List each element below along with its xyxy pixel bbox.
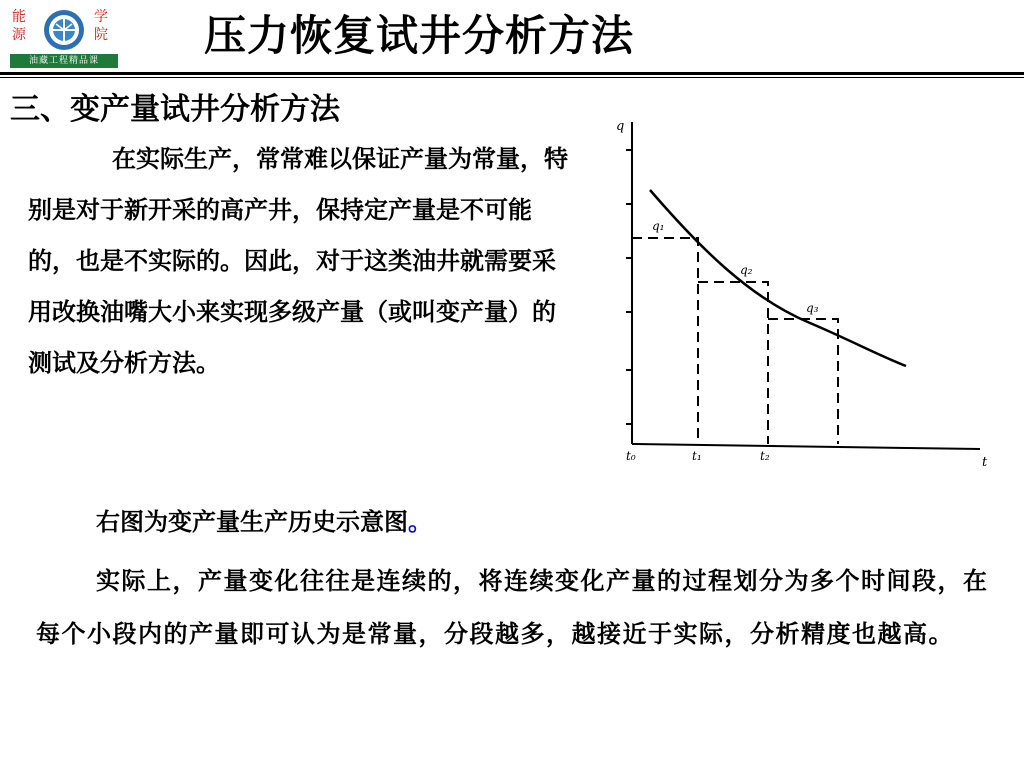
step-label-q3: q₃ [806, 301, 819, 315]
caption-period: 。 [408, 508, 432, 536]
section-heading: 三、变产量试井分析方法 [10, 92, 340, 127]
step-rate-lines [632, 238, 838, 444]
figure-caption-text: 右图为变产量生产历史示意图 [96, 508, 408, 536]
figure-caption [96, 500, 432, 544]
emblem-icon [42, 8, 86, 52]
logo-char: 学 [94, 9, 108, 25]
logo-char: 院 [94, 27, 108, 43]
intro-paragraph-text: 在实际生产，常常难以保证产量为常量，特别是对于新开采的高产井，保持定产量是不可能的，也是不实际的。因此，对于这类油井就需要采用改换油嘴大小来实现多级产量（或叫变产量）的测试及分析方法。 [28, 145, 568, 377]
rate-history-figure [610, 108, 1004, 472]
step-label-q2: q₂ [740, 263, 753, 277]
x-axis [632, 444, 980, 449]
time-label-t2: t₂ [760, 449, 770, 463]
title-divider-thin [0, 77, 1024, 78]
logo-banner: 油藏工程精品课 [10, 54, 118, 68]
rate-decline-curve [650, 190, 906, 366]
intro-paragraph [28, 134, 568, 389]
logo-char: 源 [12, 27, 26, 43]
logo-char: 能 [12, 9, 26, 25]
university-logo [10, 6, 118, 68]
conclusion-paragraph-text: 实际上，产量变化往往是连续的，将连续变化产量的过程划分为多个时间段，在每个小段内的产量即可认为是常量，分段越多，越接近于实际，分析精度也越高。 [36, 567, 989, 648]
page-title: 压力恢复试井分析方法 [204, 11, 635, 60]
time-label-t0: t₀ [626, 449, 636, 463]
y-axis-label: q [616, 119, 625, 134]
title-divider [0, 72, 1024, 75]
conclusion-paragraph [36, 555, 994, 661]
time-label-t1: t₁ [692, 449, 702, 463]
x-axis-label: t [982, 455, 988, 470]
step-label-q1: q₁ [652, 219, 665, 233]
